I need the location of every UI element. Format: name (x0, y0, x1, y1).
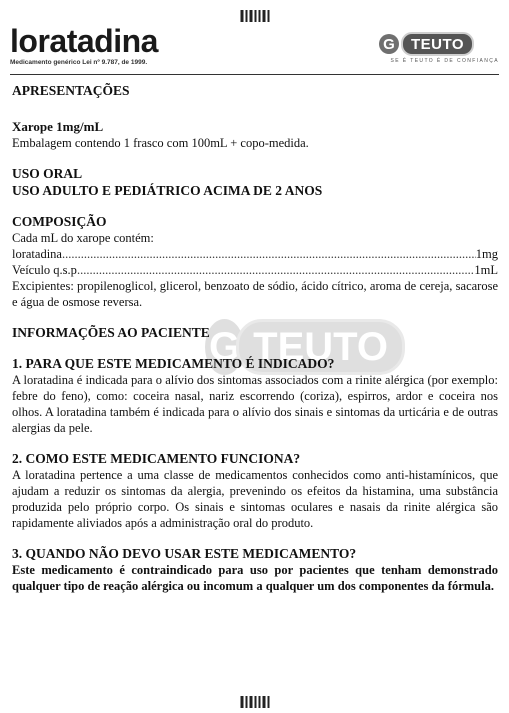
header-divider (10, 74, 499, 75)
watermark-g-icon: G (205, 319, 244, 375)
product-presentation: Xarope 1mg/mL (12, 119, 104, 134)
generic-law-subtitle: Medicamento genérico Lei nº 9.787, de 1999. (10, 59, 148, 66)
logo-g-icon: G (379, 34, 399, 54)
leaflet-header (10, 23, 499, 70)
section-1-title: 1. PARA QUE ESTE MEDICAMENTO É INDICADO? (12, 356, 335, 371)
excipients-text: Excipientes: propilenoglicol, glicerol, benzoato de sódio, ácido cítrico, aroma de cereja, sacarose e água de osmose reversa. (12, 279, 498, 309)
leader-dots (77, 262, 474, 278)
apresentacoes-heading: APRESENTAÇÕES (12, 83, 130, 98)
section-2-body: A loratadina pertence a uma classe de medicamentos conhecidos como anti-histamínicos, que ajudam a reduzir os sintomas da alergia, prevenindo os efeitos da histamina, uma substância produzida pelo próprio corpo. Os sinais e sintomas oculares e nasais da rinite alérgica são rapidamente aliviados após a administração oral do produto. (12, 468, 498, 530)
leaflet-body (12, 80, 498, 594)
logo-tagline: SE É TEUTO É DE CONFIANÇA (390, 58, 499, 64)
info-paciente-heading: INFORMAÇÕES AO PACIENTE (12, 325, 210, 340)
barcode-mark-top (240, 10, 269, 22)
composicao-intro: Cada mL do xarope contém: (12, 231, 154, 245)
ingredient-amount: 1mg (475, 247, 498, 261)
ingredient-name: Veículo q.s.p (12, 263, 77, 277)
ingredient-row (12, 246, 498, 262)
watermark-wordmark: TEUTO (236, 319, 405, 375)
leader-dots (62, 246, 476, 262)
composicao-heading: COMPOSIÇÃO (12, 214, 107, 229)
teuto-logo (379, 32, 499, 64)
uso-oral-label: USO ORAL (12, 166, 83, 181)
section-3-body: Este medicamento é contraindicado para uso por pacientes que tenham demonstrado qualquer tipo de reação alérgica ou incomum a qualquer um dos componentes da fórmula. (12, 563, 498, 593)
logo-wordmark: TEUTO (401, 32, 474, 56)
ingredient-name: loratadina (12, 247, 62, 261)
drug-name: loratadina (10, 23, 158, 59)
ingredient-row (12, 262, 498, 278)
uso-age-label: USO ADULTO E PEDIÁTRICO ACIMA DE 2 ANOS (12, 183, 323, 198)
ingredient-amount: 1mL (474, 263, 498, 277)
section-3-title: 3. QUANDO NÃO DEVO USAR ESTE MEDICAMENTO? (12, 546, 357, 561)
barcode-mark-bottom (240, 696, 269, 708)
packaging-description: Embalagem contendo 1 frasco com 100mL + copo-medida. (12, 136, 309, 150)
section-1-body: A loratadina é indicada para o alívio dos sintomas associados com a rinite alérgica (por exemplo: febre do feno), como: coceira nasal, nariz escorrendo (coriza), espirros, ardor e coceira nos olhos. A loratadina também é indicada para o alívio dos sinais e sintomas da urticária e de outras alergias da pele. (12, 373, 498, 435)
section-2-title: 2. COMO ESTE MEDICAMENTO FUNCIONA? (12, 451, 301, 466)
